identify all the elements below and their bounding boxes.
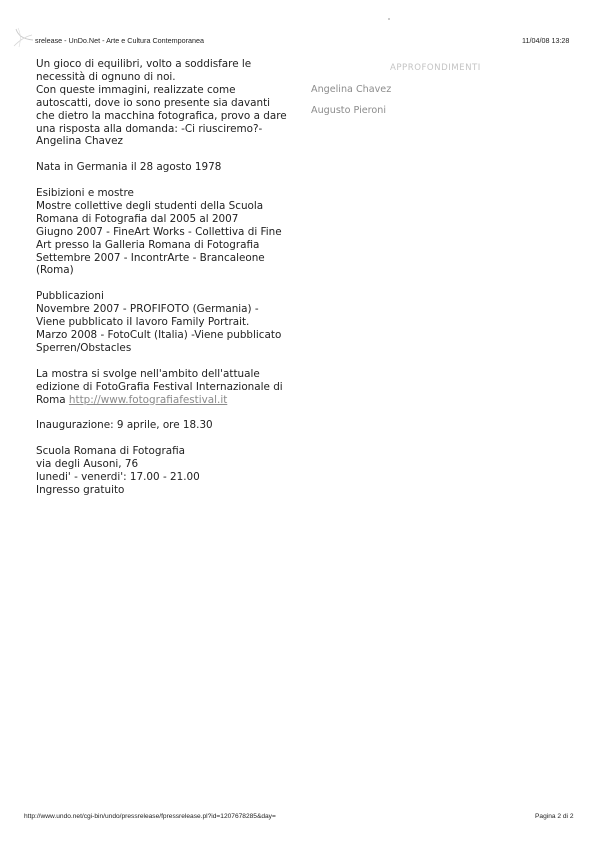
text-line: via degli Ausoni, 76	[36, 458, 139, 470]
text-line: Pubblicazioni	[36, 290, 104, 303]
text-line	[36, 394, 301, 407]
text-line: che dietro la macchina fotografica, provo a dare	[36, 109, 287, 122]
text-line: Romana di Fotografia dal 2005 al 2007	[36, 212, 239, 225]
text-line: autoscatti, dove io sono presente sia davanti	[36, 96, 271, 109]
text-line: Inaugurazione: 9 aprile, ore 18.30	[36, 419, 213, 432]
text-line: Giugno 2007 - FineArt Works - Collettiva di Fine	[36, 225, 282, 238]
text-line: Angelina Chavez	[36, 135, 123, 148]
text-line: Scuola Romana di Fotografia	[36, 445, 185, 458]
intro-paragraph	[36, 58, 301, 148]
birth-paragraph	[36, 161, 301, 174]
page-header-date: 11/04/08 13:28	[522, 36, 570, 45]
text-line: Viene pubblicato iI lavoro Family Portrait.	[36, 316, 250, 329]
text-line: Sperren/Obstacles	[36, 341, 132, 354]
sidebar-link-angelina-chavez[interactable]: Angelina Chavez	[311, 84, 392, 95]
festival-website-link[interactable]: http://www.fotografiafestival.it	[68, 393, 228, 406]
footer-page-number: Pagina 2 di 2	[535, 813, 574, 820]
text-line: necessità di ognuno di noi.	[36, 70, 176, 83]
text-line: Esibizioni e mostre	[36, 187, 134, 200]
text-line: edizione di FotoGrafia Festival Internazionale di	[36, 380, 283, 393]
publications-paragraph	[36, 290, 301, 355]
opening-paragraph	[36, 419, 301, 432]
exhibitions-paragraph	[36, 187, 301, 277]
text-line: Art presso la Galleria Romana di Fotografia	[36, 238, 260, 251]
sidebar-heading: APPROFONDIMENTI	[390, 63, 481, 73]
festival-paragraph	[36, 368, 301, 407]
sidebar-link-augusto-pieroni[interactable]: Augusto Pieroni	[311, 105, 386, 116]
venue-paragraph	[36, 445, 301, 497]
text-line: Con queste immagini, realizzate come	[36, 83, 236, 96]
text-line: Mostre collettive degli studenti della Scuola	[36, 199, 264, 212]
page-header-title: srelease - UnDo.Net - Arte e Cultura Contemporanea	[35, 36, 204, 45]
festival-prefix: Roma	[36, 393, 66, 406]
text-line: (Roma)	[36, 264, 74, 277]
scan-speck	[388, 18, 390, 20]
text-line: Novembre 2007 - PROFIFOTO (Germania) -	[36, 303, 259, 316]
main-content	[36, 58, 301, 510]
text-line: lunedi' - venerdi': 17.00 - 21.00	[36, 470, 200, 483]
text-line: Marzo 2008 - FotoCult (Italia) -Viene pubblicato	[36, 328, 282, 341]
text-line: Un gioco di equilibri, volto a soddisfare le	[36, 58, 252, 70]
text-line: Nata in Germania il 28 agosto 1978	[36, 161, 222, 174]
undo-logo-icon	[12, 26, 34, 48]
text-line: La mostra si svolge nell'ambito dell'attuale	[36, 367, 260, 380]
footer-url: http://www.undo.net/cgi-bin/undo/pressrelease/fpressrelease.pl?id=1207678285&day=	[24, 813, 276, 820]
text-line: Ingresso gratuito	[36, 483, 125, 496]
text-line: Settembre 2007 - IncontrArte - Brancaleone	[36, 251, 265, 264]
text-line: una risposta alla domanda: -Ci riusciremo?-	[36, 122, 263, 135]
